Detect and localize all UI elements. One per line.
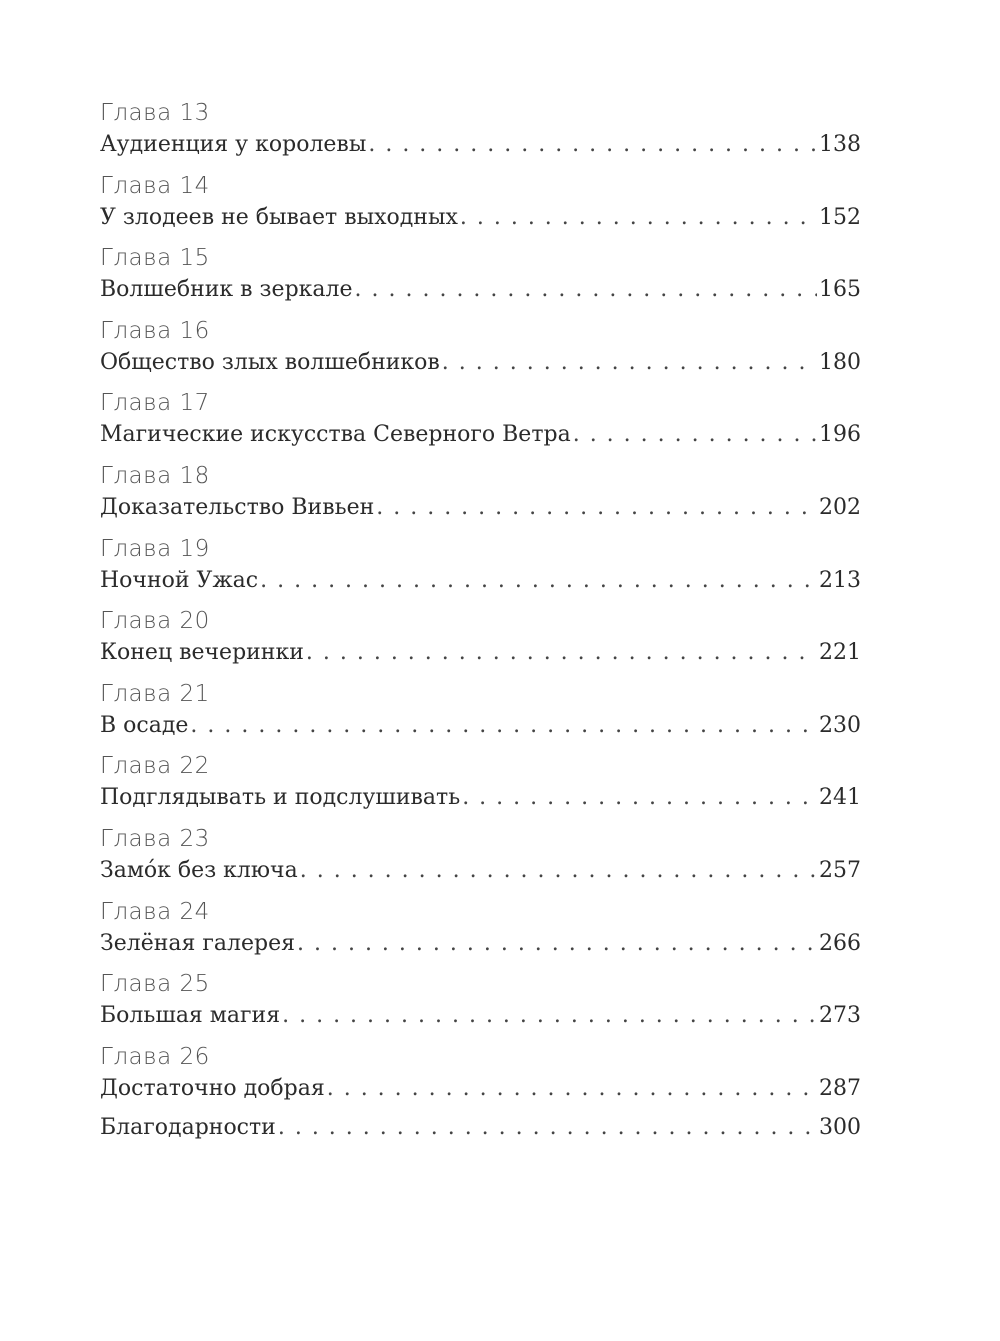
chapter-title: Конец вечеринки xyxy=(100,640,304,666)
chapter-label: Глава 18 xyxy=(100,462,210,489)
chapter-title: Аудиенция у королевы xyxy=(100,132,367,157)
chapter-title: Зелёная галерея xyxy=(100,930,295,956)
page-number: 257 xyxy=(819,857,861,883)
chapter-title: В осаде xyxy=(100,712,189,738)
toc-line xyxy=(100,130,861,160)
chapter-title: Ночной Ужас xyxy=(100,567,259,593)
chapter-title: Магические искусства Северного Ветра xyxy=(100,422,571,448)
dot-leader xyxy=(376,493,817,523)
page-number: 241 xyxy=(819,785,861,811)
toc-line xyxy=(100,856,861,886)
toc-entry xyxy=(100,1042,861,1115)
toc-line xyxy=(100,275,861,305)
page-number: 196 xyxy=(819,422,861,448)
toc-line xyxy=(100,420,861,450)
chapter-label: Глава 14 xyxy=(100,172,210,199)
toc-line xyxy=(100,711,861,741)
toc-entry xyxy=(100,243,861,316)
page-number: 213 xyxy=(819,567,861,593)
page-number: 273 xyxy=(819,1003,861,1029)
page-number: 165 xyxy=(819,277,861,303)
dot-leader xyxy=(573,420,817,450)
acknowledgements-line xyxy=(100,1113,861,1143)
dot-leader xyxy=(355,275,817,305)
page-number: 221 xyxy=(819,640,861,666)
toc-line xyxy=(100,203,861,233)
toc-line xyxy=(100,638,861,668)
toc-entry xyxy=(100,316,861,389)
toc-entry xyxy=(100,171,861,244)
page-number: 180 xyxy=(819,349,861,375)
dot-leader xyxy=(462,783,817,813)
chapter-title: Подглядывать и подслушивать xyxy=(100,785,461,811)
dot-leader xyxy=(300,856,817,886)
table-of-contents xyxy=(100,98,861,1114)
dot-leader xyxy=(297,929,817,959)
chapter-label: Глава 16 xyxy=(100,317,210,344)
toc-line xyxy=(100,493,861,523)
page-number: 230 xyxy=(819,712,861,738)
toc-entry xyxy=(100,388,861,461)
page-number: 138 xyxy=(819,132,861,157)
dot-leader xyxy=(442,348,817,378)
dot-leader xyxy=(327,1074,817,1104)
chapter-title: Достаточно добрая xyxy=(100,1075,325,1101)
chapter-label: Глава 25 xyxy=(100,971,210,998)
chapter-title: Общество злых волшебников xyxy=(100,349,440,375)
chapter-label: Глава 21 xyxy=(100,680,210,707)
chapter-label: Глава 24 xyxy=(100,898,210,925)
page-number: 287 xyxy=(819,1075,861,1101)
toc-entry xyxy=(100,969,861,1042)
chapter-label: Глава 19 xyxy=(100,535,210,562)
toc-entry xyxy=(100,534,861,607)
chapter-label: Глава 20 xyxy=(100,608,210,635)
toc-entry xyxy=(100,461,861,534)
toc-line xyxy=(100,783,861,813)
toc-line xyxy=(100,348,861,378)
toc-line xyxy=(100,929,861,959)
dot-leader xyxy=(306,638,817,668)
chapter-label: Глава 17 xyxy=(100,390,210,417)
toc-line xyxy=(100,566,861,596)
chapter-label: Глава 15 xyxy=(100,245,210,272)
toc-entry xyxy=(100,751,861,824)
toc-line xyxy=(100,1001,861,1031)
dot-leader xyxy=(368,130,817,160)
toc-entry xyxy=(100,606,861,679)
acknowledgements-title: Благодарности xyxy=(100,1115,276,1140)
dot-leader xyxy=(260,566,817,596)
chapter-label: Глава 13 xyxy=(100,100,210,126)
dot-leader xyxy=(278,1113,817,1143)
chapter-label: Глава 22 xyxy=(100,753,210,780)
chapter-title: Волшебник в зеркале xyxy=(100,277,353,303)
page-number: 300 xyxy=(819,1115,861,1140)
page-number: 152 xyxy=(819,204,861,230)
dot-leader xyxy=(282,1001,817,1031)
toc-entry xyxy=(100,824,861,897)
toc-entry xyxy=(100,679,861,752)
toc-entry xyxy=(100,98,861,171)
chapter-label: Глава 23 xyxy=(100,825,210,852)
chapter-label: Глава 26 xyxy=(100,1043,210,1070)
chapter-title: Доказательство Вивьен xyxy=(100,494,375,520)
chapter-title: Замо́к без ключа xyxy=(100,857,298,883)
page-number: 202 xyxy=(819,494,861,520)
page-number: 266 xyxy=(819,930,861,956)
dot-leader xyxy=(460,203,817,233)
chapter-title: Большая магия xyxy=(100,1003,281,1029)
chapter-title: У злодеев не бывает выходных xyxy=(100,204,458,230)
toc-line xyxy=(100,1074,861,1104)
toc-entry xyxy=(100,897,861,970)
dot-leader xyxy=(190,711,817,741)
